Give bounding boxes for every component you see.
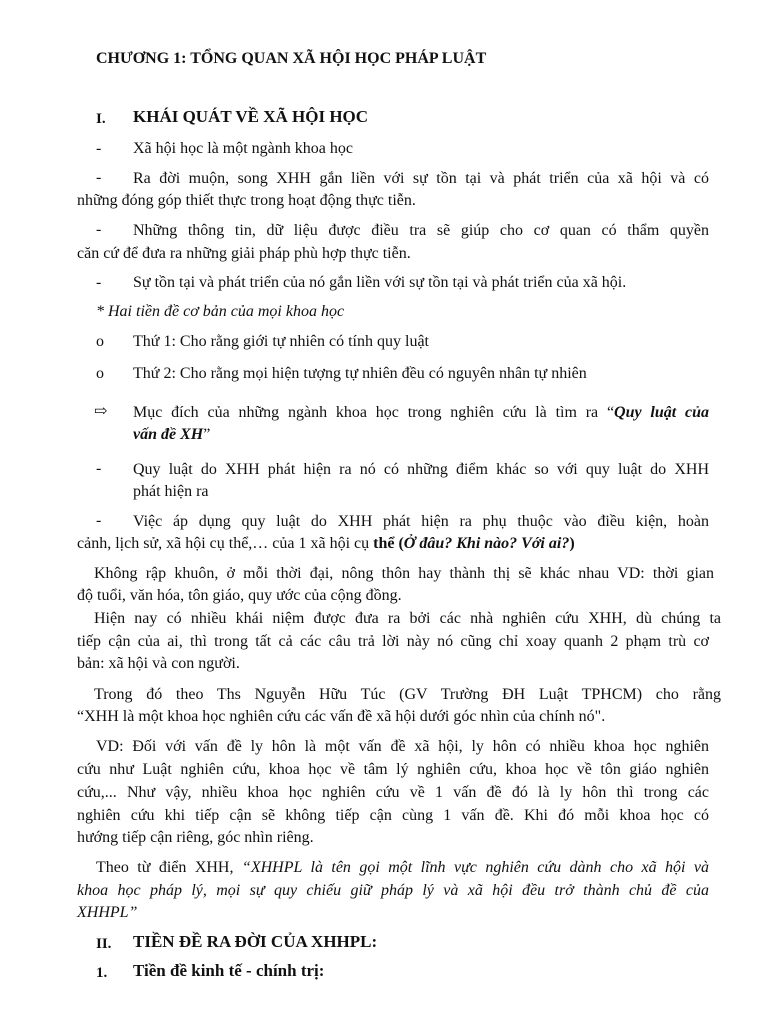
- bullet-line: Việc áp dụng quy luật do XHH phát hiện ra phụ thuộc vào điều kiện, hoàn: [133, 513, 709, 530]
- bullet-line: Những thông tin, dữ liệu được điều tra sẽ giúp cho cơ quan có thẩm quyền: [133, 222, 709, 239]
- bullet-marker: -: [96, 169, 102, 186]
- paragraph-line: hướng tiếp cận riêng, góc nhìn riêng.: [77, 829, 314, 846]
- bullet-marker: -: [96, 460, 102, 477]
- bullet-text: Xã hội học là một ngành khoa học: [133, 140, 353, 157]
- bullet-line: Quy luật do XHH phát hiện ra nó có những điểm khác so với quy luật do XHH: [133, 461, 709, 478]
- bullet-line: Ra đời muộn, song XHH gắn liền với sự tồn tại và phát triển của xã hội và có: [133, 170, 709, 187]
- bullet-marker: -: [96, 512, 102, 529]
- section-heading: TIỀN ĐỀ RA ĐỜI CỦA XHHPL:: [133, 932, 378, 951]
- paragraph-line: VD: Đối với vấn đề ly hôn là một vấn đề xã hội, ly hôn có nhiều khoa học nghiên: [96, 738, 709, 755]
- chapter-title: CHƯƠNG 1: TỔNG QUAN XÃ HỘI HỌC PHÁP LUẬT: [96, 50, 487, 67]
- definition-line: Theo từ điển XHH, “XHHPL là tên gọi một lĩnh vực nghiên cứu dành cho xã hội và: [96, 859, 710, 876]
- bullet-line: căn cứ để đưa ra những giải pháp phù hợp thực tiễn.: [77, 245, 411, 262]
- bullet-marker: -: [96, 274, 102, 291]
- paragraph-line: Hiện nay có nhiều khái niệm được đưa ra bởi các nhà nghiên cứu XHH, dù chúng ta: [94, 610, 721, 627]
- arrow-item-line: Mục đích của những ngành khoa học trong nghiên cứu là tìm ra “Quy luật của: [133, 404, 710, 421]
- circle-bullet-marker: o: [96, 333, 104, 350]
- bullet-marker: -: [96, 221, 102, 238]
- paragraph-line: độ tuổi, văn hóa, tôn giáo, quy ước của cộng đồng.: [77, 587, 402, 604]
- section-number: II.: [96, 936, 112, 952]
- bullet-text: Sự tồn tại và phát triển của nó gắn liền với sự tồn tại và phát triển của xã hội.: [133, 274, 627, 291]
- definition-line: khoa học pháp lý, mọi sự quy chiếu giữ pháp lý và xã hội đều trở thành chủ đề của: [77, 882, 709, 899]
- paragraph-line: Trong đó theo Ths Nguyễn Hữu Túc (GV Trường ĐH Luật TPHCM) cho rằng: [94, 686, 721, 703]
- paragraph-line: bản: xã hội và con người.: [77, 655, 240, 672]
- bullet-line: phát hiện ra: [133, 483, 209, 500]
- arrow-item-line: vấn đề XH”: [133, 426, 211, 443]
- section-heading: KHÁI QUÁT VỀ XÃ HỘI HỌC: [133, 107, 369, 126]
- circle-bullet-marker: o: [96, 365, 104, 382]
- subsection-heading: Tiền đề kinh tế - chính trị:: [133, 961, 325, 980]
- bullet-marker: -: [96, 140, 102, 157]
- paragraph-line: nghiên cứu khi tiếp cận sẽ không tiếp cận cùng 1 vấn đề. Khi đó mỗi khoa học có: [77, 807, 709, 824]
- subsection-number: 1.: [96, 965, 108, 981]
- premise-item: Thứ 1: Cho rằng giới tự nhiên có tính quy luật: [133, 333, 429, 350]
- section-number: I.: [96, 111, 106, 127]
- bullet-line: những đóng góp thiết thực trong hoạt động thực tiễn.: [77, 192, 416, 209]
- premise-item: Thứ 2: Cho rằng mọi hiện tượng tự nhiên đều có nguyên nhân tự nhiên: [133, 365, 587, 382]
- bullet-line: cảnh, lịch sử, xã hội cụ thể,… của 1 xã hội cụ thể (Ở đâu? Khi nào? Với ai?): [77, 535, 575, 552]
- paragraph-line: cứu,... Như vậy, nhiều khoa học nghiên cứu về 1 vấn đề đó là ly hôn thì trong các: [77, 784, 709, 801]
- paragraph-line: tiếp cận của ai, thì trong tất cả các câu trả lời này nó cũng chỉ xoay quanh 2 phạm trù cơ: [77, 633, 709, 650]
- premise-heading: * Hai tiền đề cơ bản của mọi khoa học: [96, 303, 345, 320]
- paragraph-line: cứu như Luật nghiên cứu, khoa học về tâm lý nghiên cứu, khoa học về tôn giáo nghiên: [77, 761, 709, 778]
- paragraph-line: “XHH là một khoa học nghiên cứu các vấn đề xã hội dưới góc nhìn của chính nó".: [77, 708, 606, 725]
- arrow-marker-icon: ⇨: [94, 403, 108, 420]
- paragraph-line: Không rập khuôn, ở mỗi thời đại, nông thôn hay thành thị sẽ khác nhau VD: thời gian: [94, 565, 714, 582]
- definition-line: XHHPL”: [77, 904, 138, 921]
